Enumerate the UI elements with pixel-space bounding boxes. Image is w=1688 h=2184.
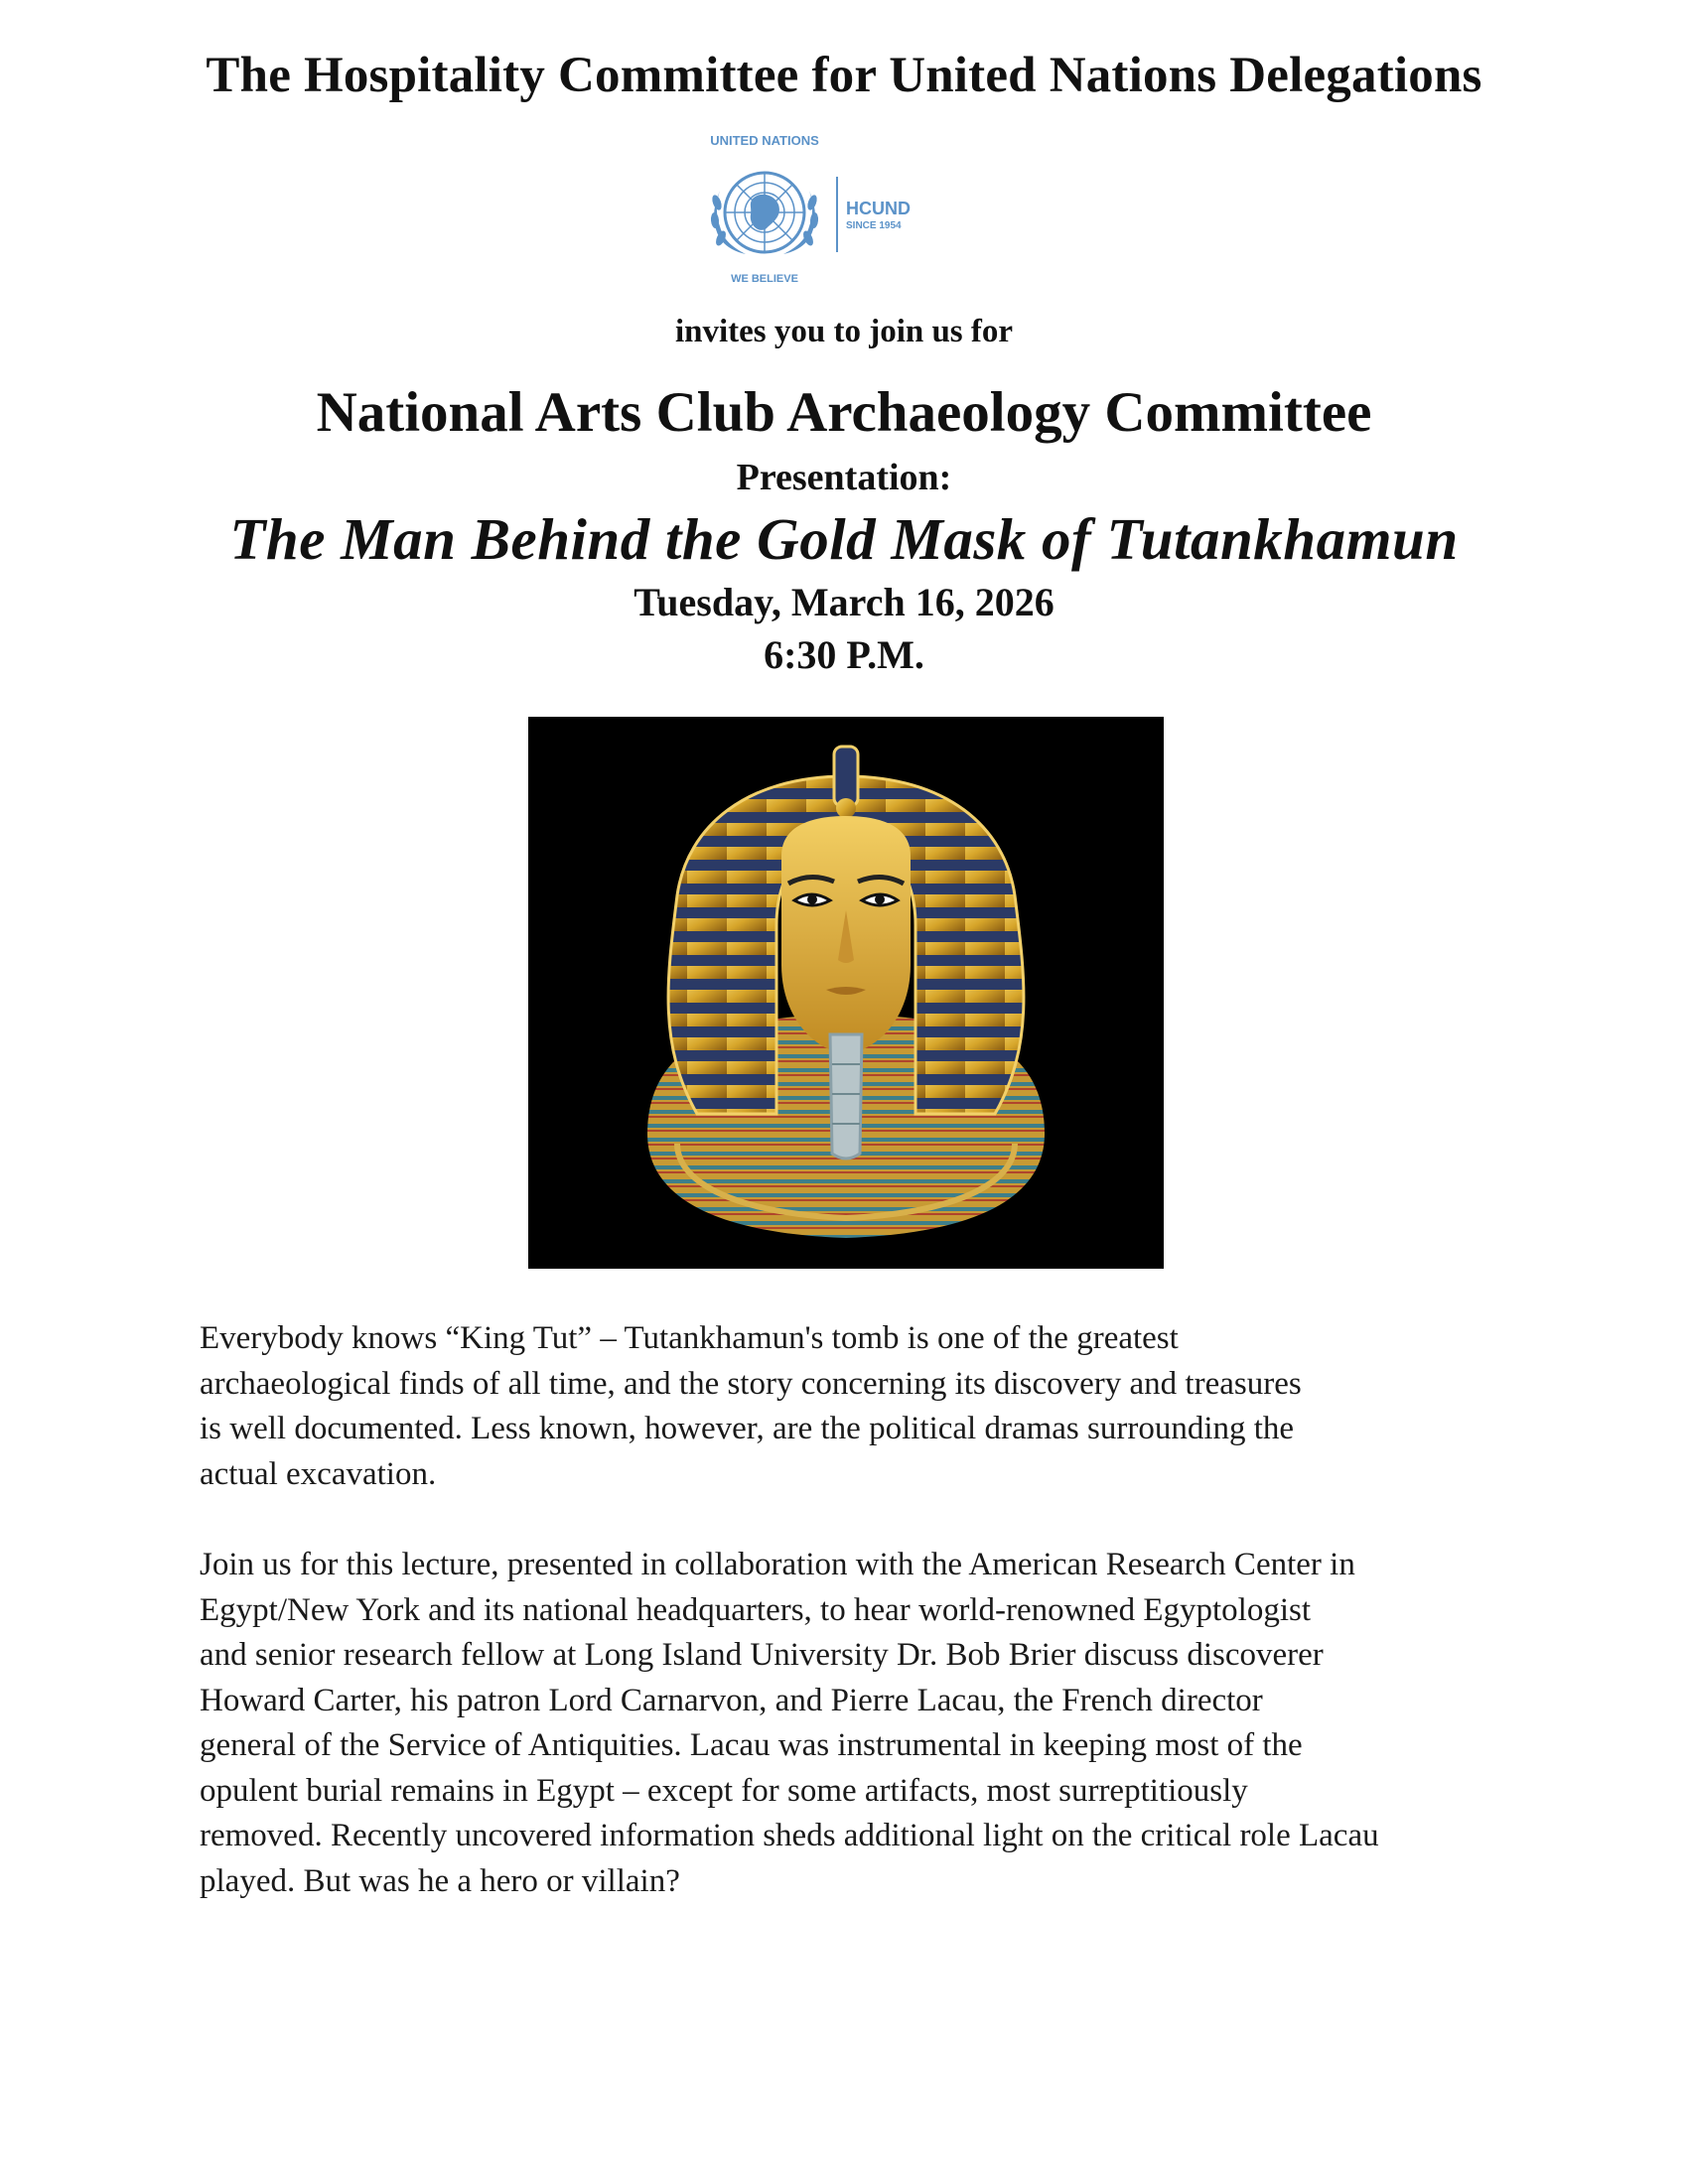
- description-paragraph-1: [200, 1316, 1510, 1497]
- description-paragraph-2: [200, 1543, 1510, 1904]
- paragraph-line: removed. Recently uncovered information sheds additional light on the critical role Lacau: [200, 1818, 1379, 1853]
- paragraph-line: and senior research fellow at Long Island University Dr. Bob Brier discuss discoverer: [200, 1637, 1324, 1673]
- presentation-label: Presentation:: [736, 457, 952, 498]
- lecture-title: The Man Behind the Gold Mask of Tutankhamun: [229, 506, 1459, 572]
- paragraph-line: Everybody knows “King Tut” – Tutankhamun's tomb is one of the greatest: [200, 1320, 1179, 1356]
- logo-top-text: UNITED NATIONS: [710, 133, 819, 148]
- paragraph-line: actual excavation.: [200, 1455, 437, 1492]
- paragraph-line: general of the Service of Antiquities. Lacau was instrumental in keeping most of the: [200, 1727, 1303, 1763]
- paragraph-line: archaeological finds of all time, and the story concerning its discovery and treasures: [200, 1365, 1302, 1402]
- paragraph-line: opulent burial remains in Egypt – except for some artifacts, most surreptitiously: [200, 1772, 1248, 1809]
- event-organizer: National Arts Club Archaeology Committee: [316, 381, 1372, 444]
- paragraph-line: Join us for this lecture, presented in collaboration with the American Research Center in: [200, 1547, 1355, 1582]
- logo-bottom-text: WE BELIEVE: [731, 273, 798, 285]
- event-date: Tuesday, March 16, 2026: [633, 580, 1055, 624]
- un-emblem-icon: [695, 131, 973, 290]
- paragraph-line: is well documented. Less known, however, are the political dramas surrounding the: [200, 1411, 1295, 1446]
- paragraph-line: Egypt/New York and its national headquarters, to hear world-renowned Egyptologist: [200, 1591, 1312, 1628]
- invites-line: invites you to join us for: [674, 314, 1014, 349]
- paragraph-line: Howard Carter, his patron Lord Carnarvon, and Pierre Lacau, the French director: [200, 1682, 1263, 1718]
- hcund-logo: [695, 131, 973, 290]
- event-time: 6:30 P.M.: [764, 632, 924, 677]
- organization-title: The Hospitality Committee for United Nations Delegations: [206, 48, 1482, 103]
- paragraph-line: played. But was he a hero or villain?: [200, 1862, 680, 1899]
- tutankhamun-mask-icon: [528, 717, 1164, 1269]
- gold-mask-photo: [528, 717, 1164, 1269]
- logo-acronym: HCUND: [846, 199, 911, 218]
- logo-since: SINCE 1954: [846, 220, 902, 231]
